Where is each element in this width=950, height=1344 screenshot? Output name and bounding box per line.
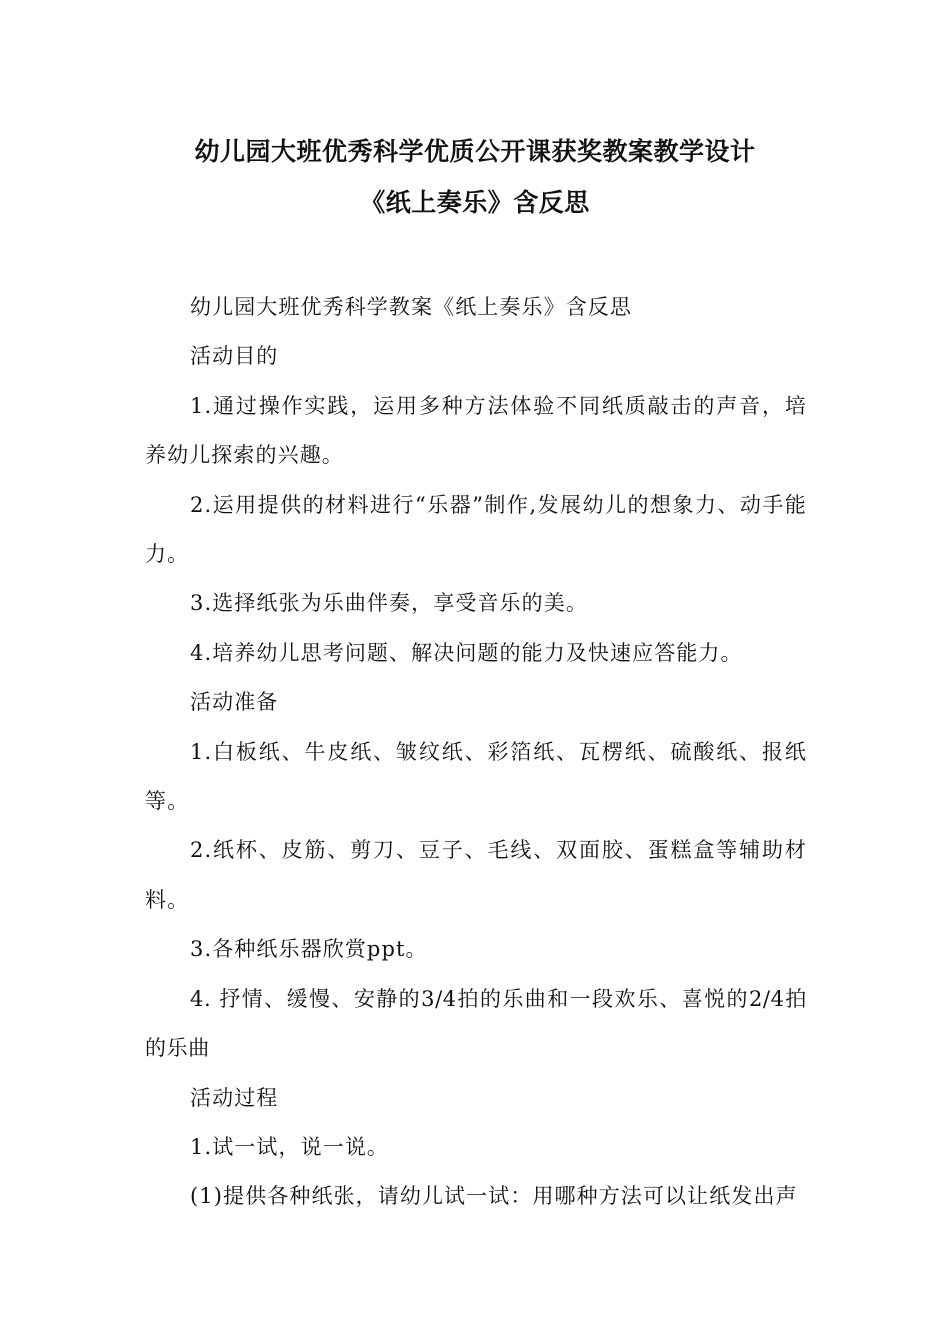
paragraph-subtitle: 幼儿园大班优秀科学教案《纸上奏乐》含反思 xyxy=(190,295,632,319)
section-heading-process: 活动过程 xyxy=(190,1085,279,1110)
goal-item-3: 3.选择纸张为乐曲伴奏，享受音乐的美。 xyxy=(190,591,588,616)
preparation-item-1: 1.白板纸、牛皮纸、皱纹纸、彩箔纸、瓦楞纸、硫酸纸、报纸等。 xyxy=(145,739,807,814)
preparation-item-4: 4. 抒情、缓慢、安静的3/4拍的乐曲和一段欢乐、喜悦的2/4拍的乐曲 xyxy=(145,986,807,1061)
goal-item-1: 1.通过操作实践，运用多种方法体验不同纸质敲击的声音，培养幼儿探索的兴趣。 xyxy=(145,393,807,468)
preparation-item-2: 2.纸杯、皮筋、剪刀、豆子、毛线、双面胶、蛋糕盒等辅助材料。 xyxy=(145,838,807,912)
preparation-item-3: 3.各种纸乐器欣赏ppt。 xyxy=(190,937,428,962)
document-title-line-2: 《纸上奏乐》含反思 xyxy=(360,188,590,217)
process-item-1: 1.试一试，说一说。 xyxy=(190,1134,390,1159)
process-subitem-1: (1)提供各种纸张，请幼儿试一试：用哪种方法可以让纸发出声 xyxy=(190,1184,798,1209)
goal-item-4: 4.培养幼儿思考问题、解决问题的能力及快速应答能力。 xyxy=(190,640,743,665)
goal-item-2: 2.运用提供的材料进行“乐器”制作,发展幼儿的想象力、动手能力。 xyxy=(145,492,807,567)
document-title-line-1: 幼儿园大班优秀科学优质公开课获奖教案教学设计 xyxy=(194,137,756,166)
section-heading-preparation: 活动准备 xyxy=(190,690,279,715)
section-heading-goals: 活动目的 xyxy=(190,344,279,369)
document-body xyxy=(145,283,807,1222)
